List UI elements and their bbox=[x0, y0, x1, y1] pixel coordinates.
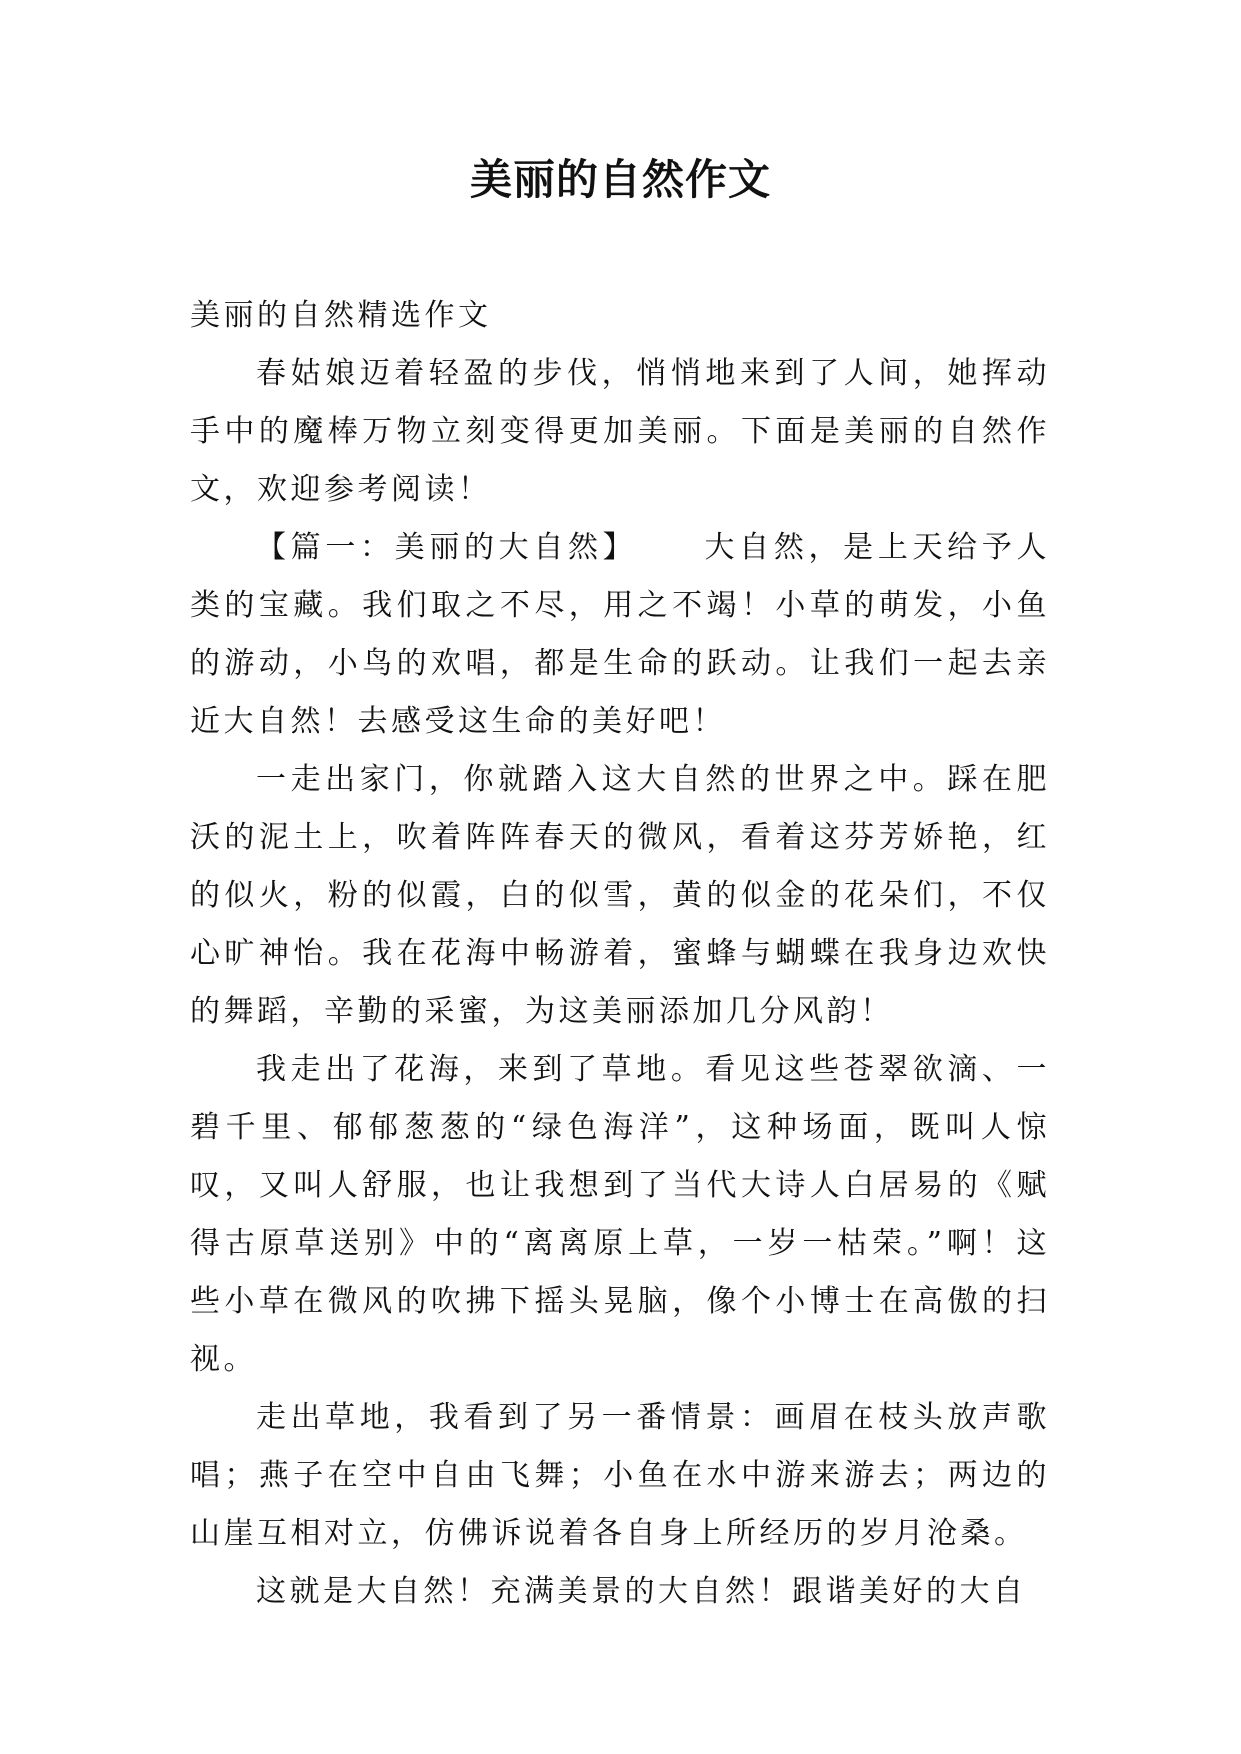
body-paragraph: 走出草地，我看到了另一番情景：画眉在枝头放声歌唱；燕子在空中自由飞舞；小鱼在水中游来游去；两边的山崖互相对立，仿佛诉说着各自身上所经历的岁月沧桑。 bbox=[190, 1400, 1050, 1551]
section-opening-text: 大自然，是上天给予人类的宝藏。我们取之不尽，用之不竭！小草的萌发，小鱼的游动，小鸟的欢唱，都是生命的跃动。让我们一起去亲近大自然！去感受这生命的美好吧！ bbox=[190, 530, 1051, 739]
document-subtitle: 美丽的自然精选作文 bbox=[190, 298, 492, 333]
document-title: 美丽的自然作文 bbox=[469, 155, 771, 204]
section-heading: 【篇一：美丽的大自然】 bbox=[256, 530, 638, 565]
section-paragraph bbox=[190, 519, 1050, 751]
body-paragraph: 我走出了花海，来到了草地。看见这些苍翠欲滴、一碧千里、郁郁葱葱的“绿色海洋”，这种场面，既叫人惊叹，又叫人舒服，也让我想到了当代大诗人白居易的《赋得古原草送别》中的“离离原上草，一岁一枯荣。”啊！这些小草在微风的吹拂下摇头晃脑，像个小博士在高傲的扫视。 bbox=[190, 1052, 1050, 1377]
document-body bbox=[190, 287, 1050, 1621]
body-paragraph: 这就是大自然！充满美景的大自然！跟谐美好的大自 bbox=[256, 1574, 1027, 1609]
intro-paragraph: 春姑娘迈着轻盈的步伐，悄悄地来到了人间，她挥动手中的魔棒万物立刻变得更加美丽。下面是美丽的自然作文，欢迎参考阅读！ bbox=[190, 356, 1050, 507]
body-paragraph: 一走出家门，你就踏入这大自然的世界之中。踩在肥沃的泥土上，吹着阵阵春天的微风，看着这芬芳娇艳，红的似火，粉的似霞，白的似雪，黄的似金的花朵们，不仅心旷神怡。我在花海中畅游着，蜜蜂与蝴蝶在我身边欢快的舞蹈，辛勤的采蜜，为这美丽添加几分风韵！ bbox=[190, 762, 1050, 1029]
